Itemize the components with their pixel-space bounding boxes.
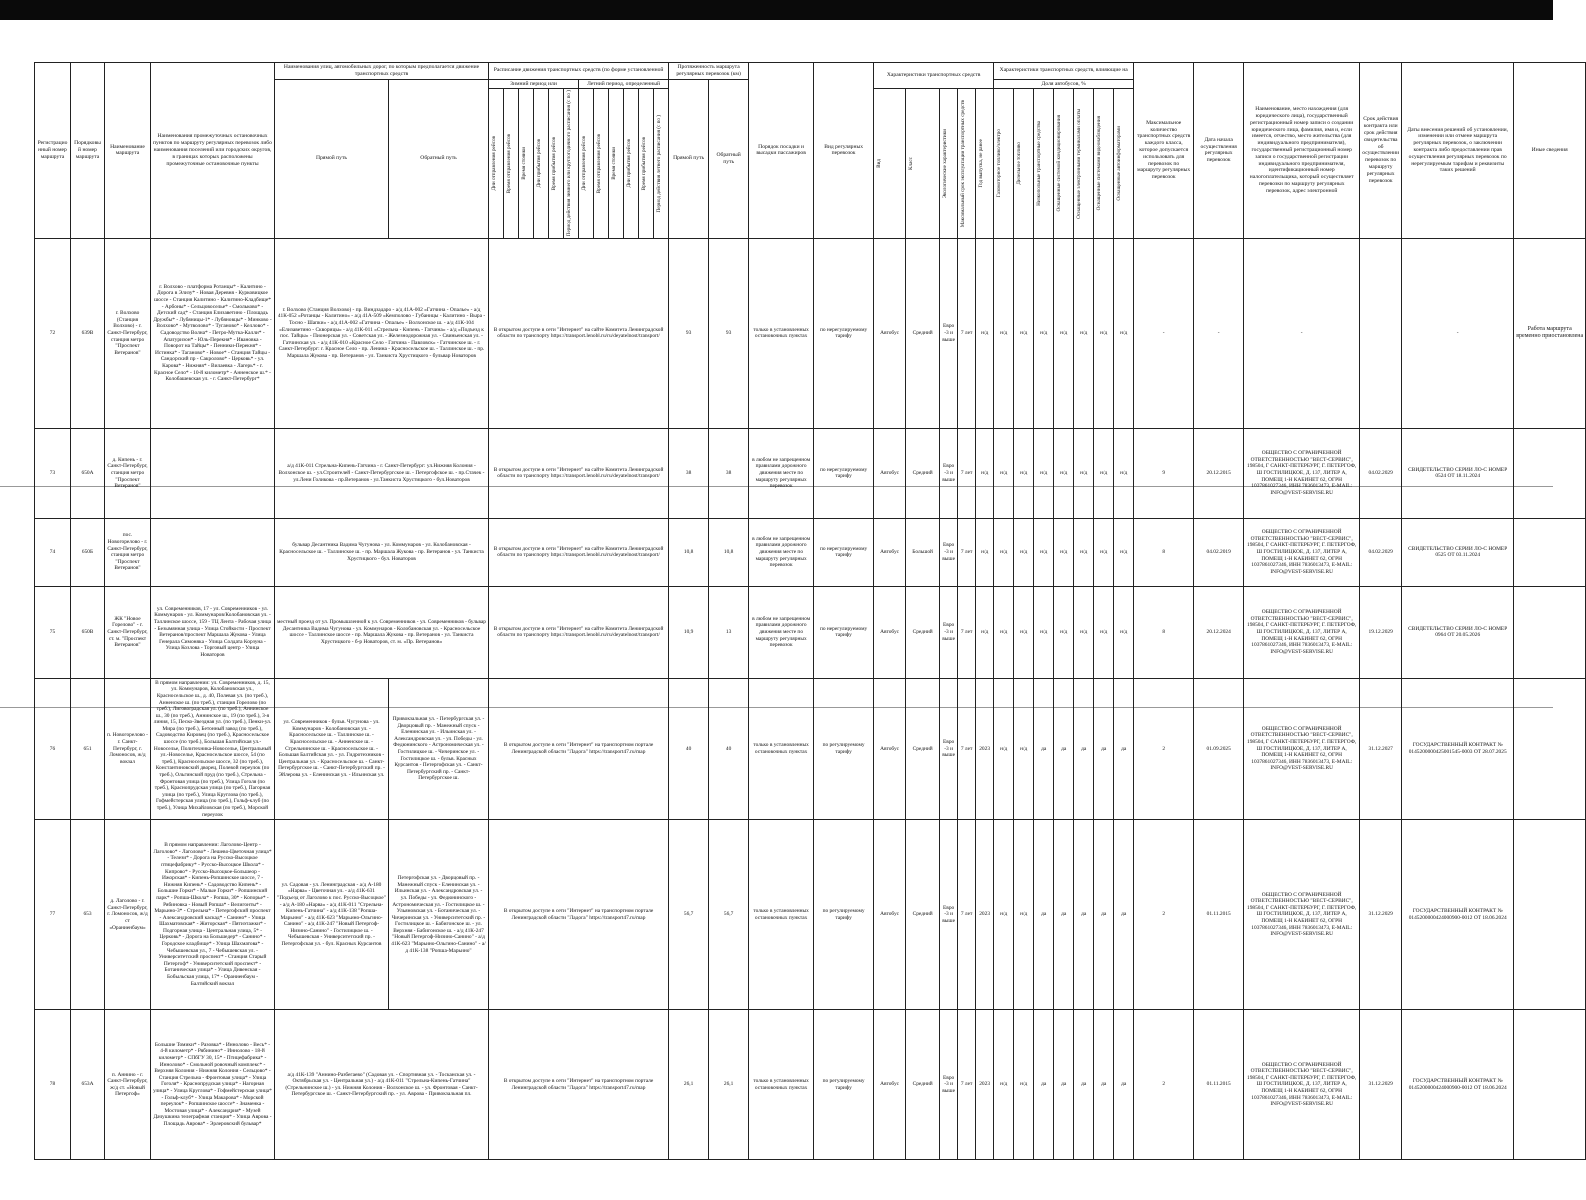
cell-reg-no: 72 <box>35 238 71 428</box>
cell-fuel-share: да <box>1034 820 1054 1010</box>
cell-vehicle-kind: Автобус <box>874 428 906 518</box>
cell-fuel-share: н/д <box>994 678 1014 819</box>
cell-fuel-share: да <box>1034 1010 1054 1160</box>
cell-max-age: 7 лет <box>958 1010 976 1160</box>
cell-route-name: д. Кипень - г. Санкт-Петербург, станция метро "Проспект Ветеранов" <box>105 428 151 518</box>
header-sched-col: Время прибытия рейсов <box>639 89 654 238</box>
cell-year: н/д <box>976 518 994 586</box>
cell-max-age: 7 лет <box>958 518 976 586</box>
cell-length-forward: 10,9 <box>669 586 709 678</box>
header-fuel-share: Доля автобусов, % <box>994 79 1134 89</box>
cell-route-no: 653 <box>71 820 105 1010</box>
cell-reg-no: 75 <box>35 586 71 678</box>
cell-fuel-share: да <box>1094 678 1114 819</box>
register-body <box>35 238 1586 1159</box>
header-fuel-col: Низкопольные транспортные средства <box>1034 89 1054 238</box>
cell-contract-term: 31.12.2029 <box>1360 820 1402 1010</box>
header-length-backward: Обратный путь <box>709 79 749 238</box>
cell-fuel-share: н/д <box>1094 238 1114 428</box>
cell-length-backward: 38 <box>709 428 749 518</box>
cell-changes: СВИДЕТЕЛЬСТВО СЕРИИ ЛО-С НОМЕР 0964 ОТ 20.05.2026 <box>1402 586 1514 678</box>
cell-path: а/д 41К-139 "Аннино-Разбегаево" (Садовая ул. - Спортивная ул. - Тосканская ул. - Октябрьская ул. - Центральная ул.) - а/д 41К-011 "Стрельна-Кипень-Гатчина" (Стрельнинское ш.) - ул. Нижняя Колония - Волхонское ш. - ул. Фронтовая - Санкт-Петербургское ш. - Санкт-Петербургский пр. - ул. Аврова - Привокзальная пл. <box>275 1010 489 1160</box>
cell-eco-class: Евро-3 и выше <box>940 1010 958 1160</box>
cell-fuel-share: н/д <box>1014 518 1034 586</box>
header-length-forward: Прямой путь <box>669 79 709 238</box>
header-route-no: Порядковый номер маршрута <box>71 63 105 239</box>
cell-vehicle-class: Средний <box>906 238 940 428</box>
cell-start-date: - <box>1194 238 1244 428</box>
header-stops: Наименования промежуточных остановочных пунктов по маршруту регулярных перевозок либо наименования поселений или городских округов, в границах которых расположены промежуточные остановочные пункты <box>151 63 275 239</box>
cell-max-age: 7 лет <box>958 820 976 1010</box>
header-sched-col: Дни отправления рейсов <box>489 89 504 238</box>
cell-length-forward: 93 <box>669 238 709 428</box>
cell-route-name: г. Волхово (Станция Волхово) - г. Санкт-Петербург, станция метро "Проспект Ветеранов" <box>105 238 151 428</box>
cell-length-forward: 38 <box>669 428 709 518</box>
cell-start-date: 20.12.2024 <box>1194 586 1244 678</box>
cell-vehicle-kind: Автобус <box>874 518 906 586</box>
cell-changes: СВИДЕТЕЛЬСТВО СЕРИИ ЛО-С НОМЕР 0524 ОТ 18.11.2024 <box>1402 428 1514 518</box>
header-max-vehicles: Максимальное количество транспортных средств каждого класса, которое допускается использовать для перевозок по маршруту регулярных перевозок <box>1134 63 1194 239</box>
header-vehicles: Характеристики транспортных средств <box>874 63 994 89</box>
cell-stops <box>151 518 275 586</box>
cell-fuel-share: да <box>1094 1010 1114 1160</box>
cell-path: г. Волхово (Станция Волхово) - пр. Виндзадаро - а/д 41А-002 «Гатчина - Опалье» - а/д 41К-052 «Ротанцы - Калитино» - а/д 41А-509 «Кемполово - Губаницы - Калитино - Выра - Тосно - Шапки» - а/д 41А-002 «Гатчина - Опалье» - Волхонское ш. - а/д 41К-104 «Елизаветино - Скворицы» - а/д 41К-011 «Стрельна - Кипень - Гатчина» - а/д «Подъезд к пос. Тайцы» - Пионерская ул. - Советская ул. - Железнодорожная ул. - Свиньенская ул. - Гатчинская ул. - а/д 41К-010 «Красное Село - Гатчина - Павловск» - Гатчинское ш. - г. Санкт-Петербург: г. Красное Село - пр. Ленина - Красносельское ш. - Таллинское ш. - пр. Маршала Жукова - пр. Ветеранов - ул. Танкиста Хрустицкого - бульвар Новаторов <box>275 238 489 428</box>
cell-fuel-share: н/д <box>1014 1010 1034 1160</box>
cell-fuel-share: н/д <box>1074 518 1094 586</box>
cell-vehicle-class: Средний <box>906 1010 940 1160</box>
cell-route-name: ЖК "Новое Горелово" - г. Санкт-Петербург, ст. м. "Проспект Ветеранов" <box>105 586 151 678</box>
cell-fuel-share: н/д <box>994 820 1014 1010</box>
cell-vehicle-class: Средний <box>906 678 940 819</box>
cell-contract-term: 04.02.2029 <box>1360 518 1402 586</box>
cell-other <box>1514 428 1586 518</box>
cell-max-vehicles: - <box>1134 238 1194 428</box>
cell-fuel-share: н/д <box>994 1010 1014 1160</box>
cell-fuel-share: да <box>1114 678 1134 819</box>
cell-fuel-share: н/д <box>1034 518 1054 586</box>
cell-fuel-share: н/д <box>1074 238 1094 428</box>
cell-path: бульвар Десантника Вадима Чугунова - ул. Коммунаров - ул. Колобановская - Красносельское ш. - Таллинское ш. - пр. Маршала Жукова - пр. Ветеранов - ул. Танкиста Хрустицкого - бул. Новаторов <box>275 518 489 586</box>
header-start-date: Дата начала осуществления регулярных перевозок <box>1194 63 1244 239</box>
cell-year: н/д <box>976 238 994 428</box>
header-sched-col: Дни прибытия рейсов <box>534 89 549 238</box>
cell-schedule: В открытом доступе в сети "Интернет" на транспортном портале Ленинградской области "Ладога" https://transport47.ru/map <box>489 1010 669 1160</box>
cell-eco-class: Евро-3 и выше <box>940 238 958 428</box>
cell-changes: СВИДЕТЕЛЬСТВО СЕРИИ ЛО-С НОМЕР 0525 ОТ 03.11.2024 <box>1402 518 1514 586</box>
cell-start-date: 04.02.2019 <box>1194 518 1244 586</box>
header-fuel-col: Оснащенные системами видеонаблюдения <box>1094 89 1114 238</box>
cell-max-age: 7 лет <box>958 428 976 518</box>
header-veh-col: Максимальный срок эксплуатации транспортных средств <box>958 89 976 238</box>
cell-year: 2023 <box>976 678 994 819</box>
cell-start-date: 01.11.2015 <box>1194 820 1244 1010</box>
table-row <box>35 238 1586 428</box>
cell-route-no: 650Б <box>71 518 105 586</box>
cell-route-no: 653А <box>71 1010 105 1160</box>
cell-max-vehicles: 2 <box>1134 678 1194 819</box>
cell-start-date: 20.12.2015 <box>1194 428 1244 518</box>
cell-changes: - <box>1402 238 1514 428</box>
cell-changes: ГОСУДАРСТВЕННЫЙ КОНТРАКТ № 0145200000425001545-0003 ОТ 28.07.2025 <box>1402 678 1514 819</box>
header-sched-col: Время отправления рейсов <box>594 89 609 238</box>
table-row <box>35 678 1586 819</box>
cell-eco-class: Евро-3 и выше <box>940 586 958 678</box>
cell-vehicle-kind: Автобус <box>874 238 906 428</box>
header-forward: Прямой путь <box>275 79 389 238</box>
cell-fuel-share: да <box>1114 1010 1134 1160</box>
cell-boarding: только в установленных остановочных пунктах <box>749 1010 814 1160</box>
cell-reg-no: 78 <box>35 1010 71 1160</box>
cell-fuel-share: н/д <box>1114 238 1134 428</box>
header-veh-col: Вид <box>874 89 906 238</box>
cell-max-age: 7 лет <box>958 586 976 678</box>
header-winter: Зимний период или <box>489 79 579 89</box>
cell-contract-term: 19.12.2029 <box>1360 586 1402 678</box>
cell-route-no: 651 <box>71 678 105 819</box>
header-sched-col: Дни прибытия рейсов <box>624 89 639 238</box>
cell-vehicle-kind: Автобус <box>874 678 906 819</box>
cell-fuel-share: да <box>1074 1010 1094 1160</box>
cell-schedule: В открытом доступе в сети "Интернет" на сайте Комитета Ленинградской области по транспорту https://transport.lenobl.ru/ru/deyatelnost/transport/ <box>489 586 669 678</box>
header-fuel-col: Оснащенные автоинформаторами <box>1114 89 1134 238</box>
cell-other: Работа маршрута временно приостановлена <box>1514 238 1586 428</box>
cell-length-backward: 40 <box>709 678 749 819</box>
cell-route-no: 650В <box>71 586 105 678</box>
cell-length-forward: 26,1 <box>669 1010 709 1160</box>
header-sched-col: Дни отправления рейсов <box>579 89 594 238</box>
cell-schedule: В открытом доступе в сети "Интернет" на сайте Комитета Ленинградской области по транспорту https://transport.lenobl.ru/ru/deyatelnost/transport/ <box>489 428 669 518</box>
header-sched-col: Время отправления рейсов <box>504 89 519 238</box>
header-sched-col: Время прибытия рейсов <box>549 89 564 238</box>
cell-year: 2023 <box>976 1010 994 1160</box>
cell-schedule: В открытом доступе в сети "Интернет" на сайте Комитета Ленинградской области по транспорту https://transport.lenobl.ru/ru/deyatelnost/transport/ <box>489 238 669 428</box>
cell-eco-class: Евро-3 и выше <box>940 428 958 518</box>
cell-route-no: 639В <box>71 238 105 428</box>
cell-fuel-share: н/д <box>1054 518 1074 586</box>
cell-start-date: 01.11.2015 <box>1194 1010 1244 1160</box>
cell-fuel-share: н/д <box>994 428 1014 518</box>
cell-reg-no: 77 <box>35 820 71 1010</box>
cell-other <box>1514 1010 1586 1160</box>
cell-max-vehicles: 2 <box>1134 820 1194 1010</box>
cell-other <box>1514 518 1586 586</box>
table-row <box>35 428 1586 518</box>
header-route-name: Наименование маршрута <box>105 63 151 239</box>
cell-carrier: ОБЩЕСТВО С ОГРАНИЧЕННОЙ ОТВЕТСТВЕННОСТЬЮ "ВЕСТ-СЕРВИС", 198504, Г САНКТ-ПЕТЕРБУРГ, Г. ПЕТЕРГОФ, Ш ГОСТИЛИЦКОЕ, Д. 137, ЛИТЕР А, ПОМЕЩ 1-Н КАБИНЕТ 62, ОГРН 1037861027346, ИНН 7836013473, E-MAIL: INFO@VEST-SERVISE.RU <box>1244 428 1360 518</box>
cell-stops: В прямом направлении: Лаголово-Центр - Лаголово* - Лаголово* - Лешево-Цветочная улица* - Телези* - Дорога на Русско-Высоцкое птицефабрику* - Русско-Высоцкое Школа* - Кипрово* - Русско-Высоцкое-Большеор - Ижорская* - Кипень-Ропшинское шоссе, 7 - Нижняя Кипень* - Садоводство Кипень* - Большие Горки* - Малые Горки* - Ропшинский парк* - Ропша-Школа* - Ропша, 30* - Копорье* - Рябиновка - Новый Ропша* - Велигонты* - Марьино-3* - Стрельна* - Петергофский проспект - Александровский каскад* - Санино* - Улица Шахматовская* - Житорская* - Пятиэтажки* - Подгорная улица - Центральная улица, 5* - Церковь* - Дорога на Большедер* - Санино* - Городское кладбище* - Улица Шахматова* - Чебышевская ул., 7 - Чебышевская ул. - Университетский проспект* - Станция Старый Петергоф* - Университетский проспект* - Ботаническая улица* - Улица Дивенская - Бобыльская улица, 17* - Ораниенбаум - Балтийский вокзал <box>151 820 275 1010</box>
header-fuel: Характеристики транспортных средств, влияющие на <box>994 63 1134 80</box>
cell-fuel-share: н/д <box>1114 518 1134 586</box>
cell-fuel-share: н/д <box>1014 586 1034 678</box>
cell-transport-type: по регулируемому тарифу <box>814 1010 874 1160</box>
header-fuel-col: Оснащенные системой кондиционирования <box>1054 89 1074 238</box>
cell-fuel-share: да <box>1114 820 1134 1010</box>
cell-reg-no: 73 <box>35 428 71 518</box>
header-contract-term: Срок действия контракта или срок действия свидетельства об осуществлении перевозок по маршруту регулярных перевозок <box>1360 63 1402 239</box>
header-summer: Летний период, определенный <box>579 79 669 89</box>
cell-contract-term: 31.12.2027 <box>1360 678 1402 819</box>
header-fuel-col: Газомоторное топливо/электро <box>994 89 1014 238</box>
cell-length-forward: 40 <box>669 678 709 819</box>
cell-fuel-share: н/д <box>1054 238 1074 428</box>
cell-fuel-share: да <box>1074 820 1094 1010</box>
cell-length-forward: 56,7 <box>669 820 709 1010</box>
cell-fuel-share: н/д <box>1014 678 1034 819</box>
cell-length-backward: 56,7 <box>709 820 749 1010</box>
cell-boarding: только в установленных остановочных пунктах <box>749 820 814 1010</box>
cell-eco-class: Евро-3 и выше <box>940 820 958 1010</box>
cell-schedule: В открытом доступе в сети "Интернет" на транспортном портале Ленинградской области "Ладога" https://transport47.ru/map <box>489 678 669 819</box>
cell-vehicle-kind: Автобус <box>874 820 906 1010</box>
cell-fuel-share: да <box>1054 820 1074 1010</box>
header-carrier: Наименование, место нахождения (для юридического лица), государственный регистрационный номер записи о создании юридического лица, фамилия, имя и, если имеется, отчество, место жительства (для индивидуального предпринимателя), государственный регистрационный номер записи о государственной регистрации индивидуального предпринимателя, идентификационный номер налогоплательщика, который осуществляет перевозки по маршруту регулярных перевозок, адрес электронной <box>1244 63 1360 239</box>
cell-route-no: 650А <box>71 428 105 518</box>
header-sched-col: Период действия зимнего или круглогодичного расписания (с по ) <box>564 89 579 238</box>
cell-other <box>1514 586 1586 678</box>
cell-backward-path: Привокзальная ул. - Петербургская ул. - Дворцовый пр. - Манежный спуск - Еленинская ул. - Ильинская ул. - Александровская ул. - ул. Победы - ул. Федюнинского - Астрономическая ул. - Гостилицкое ш. - Чичеринское ул. - Гостилицкое ш. - бульв. Красных Курсантов - Петергофская ул. - Санкт-Петербургский пр. - Санкт-Петербургское ш. <box>389 678 489 819</box>
scan-top-border <box>0 0 1553 20</box>
header-length: Протяженность маршрута регулярных перевозок (км) <box>669 63 749 80</box>
cell-carrier: ОБЩЕСТВО С ОГРАНИЧЕННОЙ ОТВЕТСТВЕННОСТЬЮ "ВЕСТ-СЕРВИС", 198504, Г САНКТ-ПЕТЕРБУРГ, Г. ПЕТЕРГОФ, Ш ГОСТИЛИЦКОЕ, Д. 137, ЛИТЕР А, ПОМЕЩ 1-Н КАБИНЕТ 62, ОГРН 1037861027346, ИНН 7836013473, E-MAIL: INFO@VEST-SERVISE.RU <box>1244 820 1360 1010</box>
cell-start-date: 01.09.2025 <box>1194 678 1244 819</box>
cell-eco-class: Евро-3 и выше <box>940 678 958 819</box>
table-row <box>35 518 1586 586</box>
cell-max-vehicles: 8 <box>1134 586 1194 678</box>
header-veh-col: Класс <box>906 89 940 238</box>
cell-transport-type: по нерегулируемому тарифу <box>814 428 874 518</box>
cell-length-backward: 26,1 <box>709 1010 749 1160</box>
cell-schedule: В открытом доступе в сети "Интернет" на транспортном портале Ленинградской области "Ладога" https://transport47.ru/map <box>489 820 669 1010</box>
cell-carrier: ОБЩЕСТВО С ОГРАНИЧЕННОЙ ОТВЕТСТВЕННОСТЬЮ "ВЕСТ-СЕРВИС", 198504, Г САНКТ-ПЕТЕРБУРГ, Г. ПЕТЕРГОФ, Ш ГОСТИЛИЦКОЕ, Д. 137, ЛИТЕР А, ПОМЕЩ 1-Н КАБИНЕТ 62, ОГРН 1037861027346, ИНН 7836013473, E-MAIL: INFO@VEST-SERVISE.RU <box>1244 518 1360 586</box>
header-schedule: Расписание движения транспортных средств (по форме установленной <box>489 63 669 80</box>
cell-backward-path: Петергофская ул. - Дворцовый пр. - Манежный спуск - Еленинская ул. - Ильинская ул. - Александровская ул. - ул. Победы - ул. Федюнинского - Астрономическая ул. - Гостилицкое ш. - Ульяновская ул. - Ботаническая ул. - Чичеринская ул. - Университетский пр. - Гостилицкое ш. - Бабигонское ш. - ул. Верхняя - Бабигонское ш. - а/д 41К-247 "Новый Петергоф-Низино-Санино" - а/д 41К-623 "Марьино-Ольгино-Санино" - а/д 41К-138 "Ропша-Марьино" <box>389 820 489 1010</box>
cell-boarding: только в установленных остановочных пунктах <box>749 238 814 428</box>
cell-fuel-share: н/д <box>1114 428 1134 518</box>
cell-fuel-share: да <box>1094 820 1114 1010</box>
cell-boarding: в любом не запрещенном правилами дорожного движения месте по маршруту регулярных перевозок <box>749 586 814 678</box>
cell-fuel-share: н/д <box>1034 428 1054 518</box>
cell-contract-term: 31.12.2029 <box>1360 1010 1402 1160</box>
cell-other <box>1514 820 1586 1010</box>
cell-max-age: 7 лет <box>958 238 976 428</box>
cell-fuel-share: н/д <box>1014 238 1034 428</box>
cell-max-vehicles: 8 <box>1134 518 1194 586</box>
cell-vehicle-kind: Автобус <box>874 586 906 678</box>
header-fuel-col: Дизельное топливо <box>1014 89 1034 238</box>
header-fuel-col: Оснащенные электронными терминалами оплаты <box>1074 89 1094 238</box>
cell-transport-type: по нерегулируемому тарифу <box>814 586 874 678</box>
cell-vehicle-kind: Автобус <box>874 1010 906 1160</box>
header-veh-col: Год выпуска, не ранее <box>976 89 994 238</box>
cell-schedule: В открытом доступе в сети "Интернет" на сайте Комитета Ленинградской области по транспорту https://transport.lenobl.ru/ru/deyatelnost/transport/ <box>489 518 669 586</box>
cell-path: а/д 41К-011 Стрельна-Кипень-Гатчина - г. Санкт-Петербург: ул.Нижняя Колония - Волхонское ш. - ул.Строителей - Санкт-Петербургское ш. - Петергофское ш. - пр.Стачек - ул.Лени Голикова - пр.Ветеранов - ул.Танкиста Хрустицкого - бул.Новаторов <box>275 428 489 518</box>
cell-boarding: в любом не запрещенном правилами дорожного движения месте по маршруту регулярных перевозок <box>749 518 814 586</box>
cell-route-name: д. Лаголово - г. Санкт-Петербург, г. Ломоносов, ж/д ст «Ораниенбаум» <box>105 820 151 1010</box>
cell-vehicle-class: Средний <box>906 428 940 518</box>
cell-vehicle-class: Большой <box>906 518 940 586</box>
header-veh-col: Экологические характеристики <box>940 89 958 238</box>
header-sched-col: Время стоянки <box>519 89 534 238</box>
cell-fuel-share: да <box>1074 678 1094 819</box>
cell-carrier: - <box>1244 238 1360 428</box>
cell-other <box>1514 678 1586 819</box>
cell-route-name: пос. Новогорелово - г. Санкт-Петербург, станция метро "Проспект Ветеранов" <box>105 518 151 586</box>
cell-transport-type: по нерегулируемому тарифу <box>814 518 874 586</box>
cell-length-forward: 10,8 <box>669 518 709 586</box>
cell-reg-no: 74 <box>35 518 71 586</box>
cell-forward-path: ул. Садовая - ул. Ленинградская - а/д А-180 «Нарва» - Цветочная ул. - а/д 41К-631 "Подъезд от Лаголово к пос. Русско-Высоцкое" - а/д А-180 «Нарва» - а/д 41К-011 "Стрельна-Кипень-Гатчина" - а/д 41К-138 "Ропша-Марьино" - а/д 41К-623 "Марьино-Ольгино-Санино" - а/д 41К-247 "Новый Петергоф-Низино-Санино" - Гостилицкое ш. - Чебышевская - Университетский пр. - Петергофская ул. - бул. Красных Курсантов <box>275 820 389 1010</box>
cell-stops <box>151 428 275 518</box>
cell-max-vehicles: 2 <box>1134 1010 1194 1160</box>
cell-eco-class: Евро-3 и выше <box>940 518 958 586</box>
header-other: Иные сведения <box>1514 63 1586 239</box>
header-boarding: Порядок посадки и высадки пассажиров <box>749 63 814 239</box>
cell-vehicle-class: Средний <box>906 586 940 678</box>
cell-fuel-share: да <box>1054 678 1074 819</box>
cell-year: н/д <box>976 586 994 678</box>
cell-fuel-share: н/д <box>1114 586 1134 678</box>
header-reg-no: Регистрационный номер маршрута <box>35 63 71 239</box>
cell-reg-no: 76 <box>35 678 71 819</box>
cell-boarding: в любом не запрещенном правилами дорожного движения месте по маршруту регулярных перевозок <box>749 428 814 518</box>
cell-fuel-share: н/д <box>1014 820 1034 1010</box>
cell-contract-term: 04.02.2029 <box>1360 428 1402 518</box>
cell-max-vehicles: 9 <box>1134 428 1194 518</box>
header-backward: Обратный путь <box>389 79 489 238</box>
header-transport-type: Вид регулярных перевозок <box>814 63 874 239</box>
cell-length-backward: 93 <box>709 238 749 428</box>
cell-boarding: только в установленных остановочных пунктах <box>749 678 814 819</box>
cell-changes: ГОСУДАРСТВЕННЫЙ КОНТРАКТ № 0145200000424000900-0012 ОТ 18.06.2024 <box>1402 1010 1514 1160</box>
header-sched-col: Период действия летнего расписания (с по ) <box>654 89 669 238</box>
cell-carrier: ОБЩЕСТВО С ОГРАНИЧЕННОЙ ОТВЕТСТВЕННОСТЬЮ "ВЕСТ-СЕРВИС", 198504, Г САНКТ-ПЕТЕРБУРГ, Г. ПЕТЕРГОФ, Ш ГОСТИЛИЦКОЕ, Д. 137, ЛИТЕР А, ПОМЕЩ 1-Н КАБИНЕТ 62, ОГРН 1037861027346, ИНН 7836013473, E-MAIL: INFO@VEST-SERVISE.RU <box>1244 1010 1360 1160</box>
cell-fuel-share: н/д <box>994 238 1014 428</box>
cell-fuel-share: да <box>1034 678 1054 819</box>
cell-stops: Большие Томики* - Разовка* - Иннолово - Весь* - 4-й километр* - Рябинино* - Иннолово - 18-й километр* - СПбГУ 30, 15* - Птицефабрика* - Иннолово* - Смольной ровочный комплекс* - Верхняя Колония - Нижняя Колония - Сельцово* - Станция Стрельна - Фронтовая улица* - Улица Гоголя* - Краснопрудская улица* - Нагорная улица* - Улица Круглова* - Гофмейстерская улица* - Гольф-клуб* - Улица Макарова* - Морской переулок* - Ропшинское шоссе* - Знаменка - Мостовая улица* - Александрия* - Музей Дачушкина телеграфная станция* - Улица Аврова - Площадь Аврова* - Эрлеровский бульвар* <box>151 1010 275 1160</box>
route-register-table <box>34 62 1586 1160</box>
cell-year: 2023 <box>976 820 994 1010</box>
table-row <box>35 586 1586 678</box>
cell-route-name: п. Новогорелово - г. Санкт-Петербург, г. Ломоносов, ж/д вокзал <box>105 678 151 819</box>
cell-fuel-share: н/д <box>994 586 1014 678</box>
cell-max-age: 7 лет <box>958 678 976 819</box>
cell-fuel-share: н/д <box>1094 586 1114 678</box>
header-streets: Наименования улиц, автомобильных дорог, по которым предполагается движение транспортных средств <box>275 63 489 80</box>
cell-contract-term <box>1360 238 1402 428</box>
cell-year: н/д <box>976 428 994 518</box>
cell-carrier: ОБЩЕСТВО С ОГРАНИЧЕННОЙ ОТВЕТСТВЕННОСТЬЮ "ВЕСТ-СЕРВИС", 198504, Г САНКТ-ПЕТЕРБУРГ, Г. ПЕТЕРГОФ, Ш ГОСТИЛИЦКОЕ, Д. 137, ЛИТЕР А, ПОМЕЩ 1-Н КАБИНЕТ 62, ОГРН 1037861027346, ИНН 7836013473, E-MAIL: INFO@VEST-SERVISE.RU <box>1244 586 1360 678</box>
cell-length-backward: 13 <box>709 586 749 678</box>
cell-fuel-share: н/д <box>1054 586 1074 678</box>
cell-stops: ул. Современников, 17 - ул. Современников - ул. Коммунаров - ул. Коммунаров/Колобановская ул. - Таллинское шоссе, 159 - ТЦ Лента - Рабочая улица - Безымянная улица - Улица Стойкости - Проспект Ветеранов/проспект Маршала Жукова - Улица Генерала Симоняка - Улица Солдата Корзуна - Улица Козлова - Торговый центр - Улица Новаторов <box>151 586 275 678</box>
cell-transport-type: по регулируемому тарифу <box>814 820 874 1010</box>
cell-vehicle-class: Средний <box>906 820 940 1010</box>
cell-path: местный проезд от ул. Промышленной к ул. Современников - ул. Современников - бульвар Десантника Вадима Чугунова - ул. Коммунаров - Колобановская ул. - Красносельское шоссе - Таллинское шоссе - пр. Маршала Жукова - пр. Ветеранов - ул. Танкиста Хрустицкого - б-р Новаторов, ст. м. «Пр. Ветеранов» <box>275 586 489 678</box>
cell-fuel-share: н/д <box>1074 428 1094 518</box>
cell-fuel-share: н/д <box>1034 586 1054 678</box>
cell-fuel-share: н/д <box>1054 428 1074 518</box>
cell-fuel-share: да <box>1054 1010 1074 1160</box>
cell-fuel-share: н/д <box>1094 518 1114 586</box>
cell-length-backward: 10,8 <box>709 518 749 586</box>
cell-stops: В прямом направлении: ул. Современников, д. 15, ул. Коммунаров, Колобановская ул., Красносельское ш., д. 40, Полевая ул. (по треб.), Анненское ш. (по треб.), станция Горелово (по треб.), Лиговоградская ул. (по треб.), Аннинское ш., 30 (по треб.), Аннинское ш., 19 (по треб.), 3-я линия, 15, Песко-Звездная ул. (по треб.), Пенки-ул. Мира (по треб.), Бетонный завод (по треб.), Садоводство Кировец (по треб.), Красносельское шоссе (по треб.), Большая Балтийская ул.-Новоселье, Политехника-Новоселье, Центральный ул.-Новоселье, Красносельское шоссе, 54 (по треб.), Красносельское шоссе, 32 (по треб.), Константиновский дворец, Полевой переулок (по треб.), Ольгинский пруд (по треб.), Стрельна - Фронтовая улица (по треб.), Улица Гоголя (по треб.), Краснопрудская улица (по треб.), Пагорная улица (по треб.), Улица Круглова (по треб.), Гофмейстерская улица (по треб.), Гольф-клуб (по треб.), Улица Михайловская (по треб.), Морской переулок <box>151 678 275 819</box>
cell-transport-type: по нерегулируемому тарифу <box>814 238 874 428</box>
header-changes: Даты внесения решений об установлении, изменении или отмене маршрута регулярных перевозок, о заключении контракта либо предоставлении прав осуществления регулярных перевозок по нерегулируемым тарифам и реквизиты таких решений <box>1402 63 1514 239</box>
cell-transport-type: по регулируемому тарифу <box>814 678 874 819</box>
cell-fuel-share: н/д <box>1094 428 1114 518</box>
cell-fuel-share: н/д <box>994 518 1014 586</box>
route-register-sheet <box>34 62 1584 1160</box>
cell-carrier: ОБЩЕСТВО С ОГРАНИЧЕННОЙ ОТВЕТСТВЕННОСТЬЮ "ВЕСТ-СЕРВИС", 198504, Г САНКТ-ПЕТЕРБУРГ, Г. ПЕТЕРГОФ, Ш ГОСТИЛИЦКОЕ, Д. 137, ЛИТЕР А, ПОМЕЩ 1-Н КАБИНЕТ 62, ОГРН 1037861027346, ИНН 7836013473, E-MAIL: INFO@VEST-SERVISE.RU <box>1244 678 1360 819</box>
cell-stops: г. Волхово - платформа Ротанцы* - Калитино - Дорога в Элизу* - Новая Деревня - Курковицкое шоссе - Станция Калитино - Калитино-Кладбище* - Арбоны* - Сельцовоселье* - Смольково* - Детский сад* - Станция Елизаветино - Площадь Дружбы* - Лубяницы-1* - Лубяновцы* - Минково - Волхово* - Мутволово* - Туганово* - Келлово* - Садоводство Волна* - Петро-Мутка-Калли* - Апатуризон* - Юль-Перекня* - Ивановка - Поворот на Тайцы* - Пенники-Перекня* - Истинка* - Таганово* - Новое* - Станция Тайцы - Сандорский пр - Сакролово* - Церковь* - ул. Карова* - Нижняя* - Вилаевка - Лагерь* - г. Красное Село* - 10-й километр* - Анненское ш.* - Колобашевская ул. - г. Санкт-Петербург* <box>151 238 275 428</box>
table-row <box>35 820 1586 1010</box>
header-row-1 <box>35 63 1586 80</box>
header-sched-col: Время стоянки <box>609 89 624 238</box>
cell-changes: ГОСУДАРСТВЕННЫЙ КОНТРАКТ № 0145200000424000900-0012 ОТ 18.06.2024 <box>1402 820 1514 1010</box>
cell-fuel-share: н/д <box>1034 238 1054 428</box>
cell-forward-path: ул. Современников - бульв. Чугунова - ул. Коммунаров - Колобановская ул. - Красносельское ш. - Таллинское ш. - Красносельское ш. - Анненское ш. - Стрельнинское ш. - Красносельское ш. - Большая Балтийская ул. - ул. Гидротехников - Центральная ул. - Красносельское ш. - Санкт-Петербургское ш. - Санкт-Петербургский пр. - Эйлерова ул. - Еленинская ул. - Ильинская ул. <box>275 678 389 819</box>
cell-route-name: п. Аннино - г. Санкт-Петербург, ж/д ст. «Новый Петергоф» <box>105 1010 151 1160</box>
table-row <box>35 1010 1586 1160</box>
cell-fuel-share: н/д <box>1014 428 1034 518</box>
cell-fuel-share: н/д <box>1074 586 1094 678</box>
